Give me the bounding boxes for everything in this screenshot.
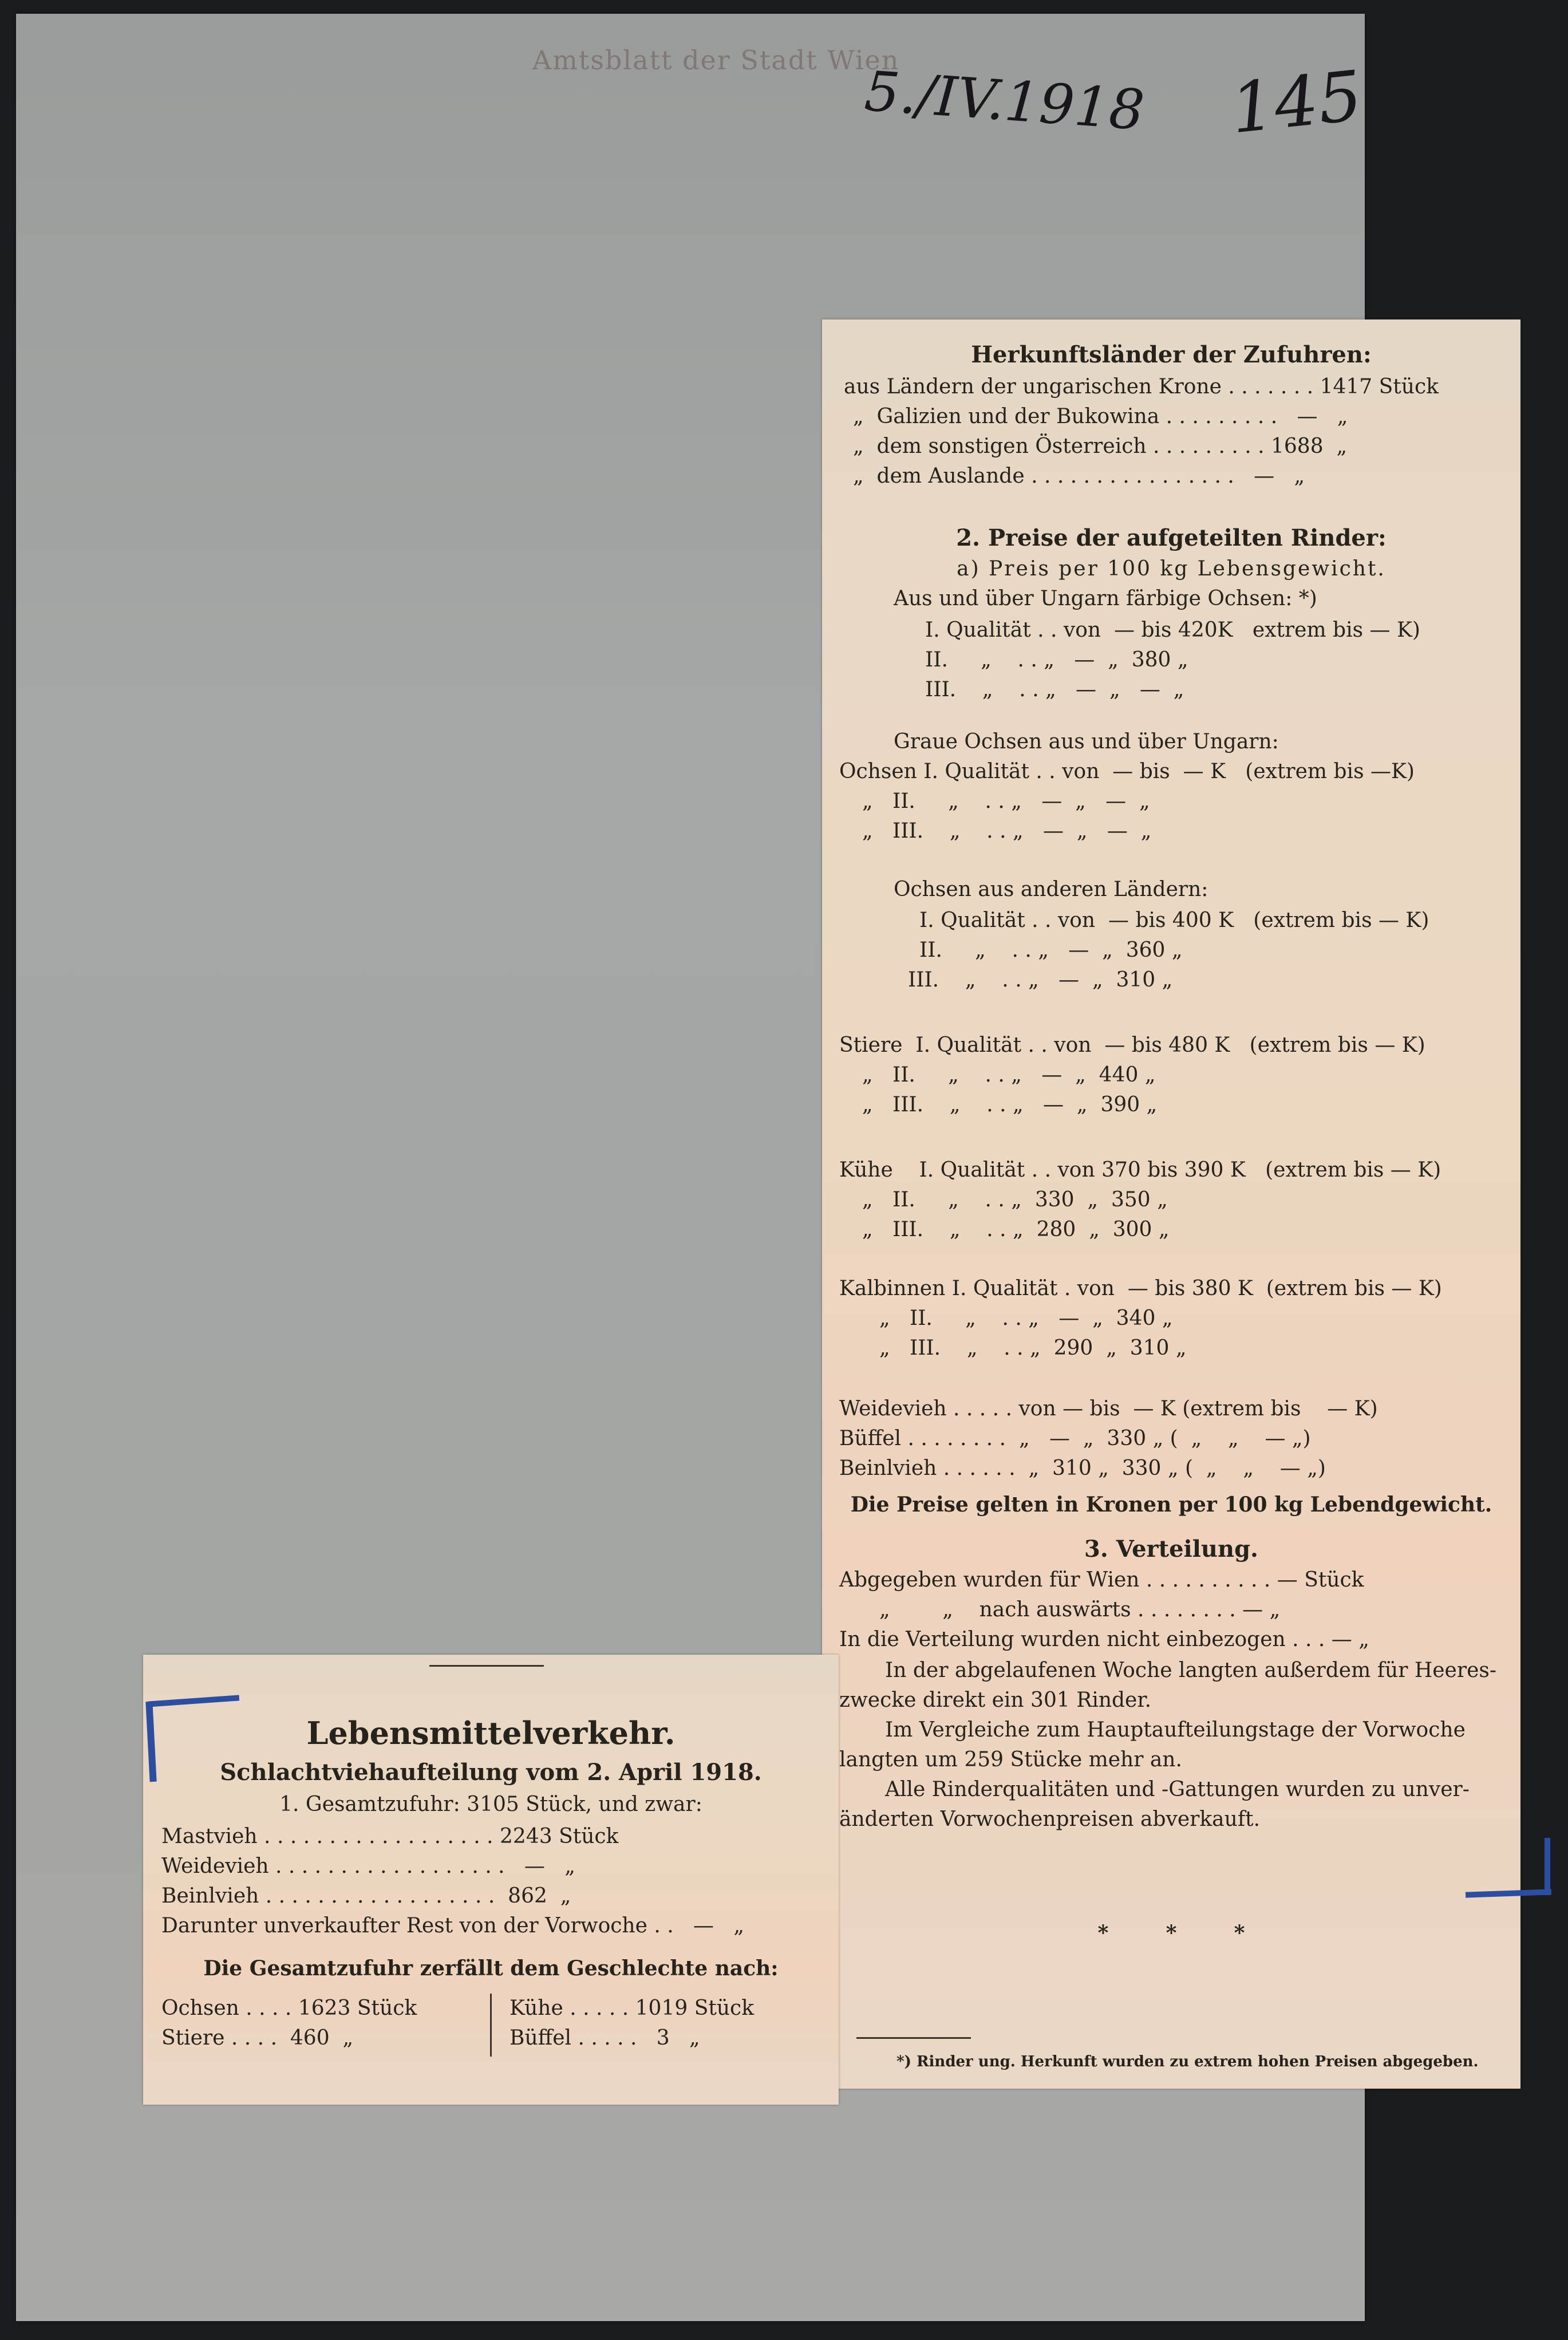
paragraph-line: In der abgelaufenen Woche langten außerdem für Heeres- xyxy=(885,1659,1497,1682)
price-row: „ II. „ . . „ 330 „ 350 „ xyxy=(862,1188,1168,1212)
verteilung-row: „ „ nach auswärts . . . . . . . . — „ xyxy=(879,1598,1281,1621)
paragraph-line: Im Vergleiche zum Hauptaufteilungstage der Vorwoche xyxy=(885,1718,1466,1742)
archive-stamp: Amtsblatt der Stadt Wien xyxy=(532,45,900,76)
herkunft-title: Herkunftsländer der Zufuhren: xyxy=(971,341,1372,368)
price-row: Weidevieh . . . . . von — bis — K (extrem bis — K) xyxy=(839,1397,1378,1420)
geschlecht-row: Ochsen . . . . 1623 Stück xyxy=(161,1996,417,2020)
price-row: „ III. „ . . „ — „ — „ xyxy=(862,819,1152,843)
paragraph-line: Alle Rinderqualitäten und -Gattungen wurden zu unver- xyxy=(885,1778,1470,1801)
price-row: „ III. „ . . „ 290 „ 310 „ xyxy=(879,1336,1187,1360)
herkunft-row: „ dem Auslande . . . . . . . . . . . . . . . . — „ xyxy=(853,464,1305,488)
graue-head: Graue Ochsen aus und über Ungarn: xyxy=(894,730,1279,753)
handwritten-number: 145 xyxy=(1227,56,1366,149)
herkunft-row: „ Galizien und der Bukowina . . . . . . . . . — „ xyxy=(853,405,1348,428)
herkunft-row: aus Ländern der ungarischen Krone . . . . . . . 1417 Stück xyxy=(844,375,1439,398)
andere-head: Ochsen aus anderen Ländern: xyxy=(894,878,1208,901)
price-row: Ochsen I. Qualität . . von — bis — K (extrem bis —K) xyxy=(839,760,1415,783)
price-row: II. „ . . „ — „ 360 „ xyxy=(919,938,1183,962)
footnote: *) Rinder ung. Herkunft wurden zu extrem hohen Preisen abgegeben. xyxy=(896,2053,1479,2070)
herkunft-row: „ dem sonstigen Österreich . . . . . . . . . 1688 „ xyxy=(853,435,1348,458)
price-row: „ III. „ . . „ 280 „ 300 „ xyxy=(862,1218,1170,1241)
price-row: II. „ . . „ — „ 380 „ xyxy=(925,648,1188,672)
price-row: Kalbinnen I. Qualität . von — bis 380 K (extrem bis — K) xyxy=(839,1277,1442,1300)
preise-title: 2. Preise der aufgeteilten Rinder: xyxy=(956,524,1387,551)
price-row: I. Qualität . . von — bis 400 K (extrem bis — K) xyxy=(919,909,1429,932)
price-row: I. Qualität . . von — bis 420K extrem bis — K) xyxy=(925,618,1420,642)
vieh-row: Mastvieh . . . . . . . . . . . . . . . . . . 2243 Stück xyxy=(161,1825,619,1848)
vieh-row: Darunter unverkaufter Rest von der Vorwoche . . — „ xyxy=(161,1914,745,1937)
price-row: Kühe I. Qualität . . von 370 bis 390 K (extrem bis — K) xyxy=(839,1158,1441,1182)
verteilung-row: In die Verteilung wurden nicht einbezogen . . . — „ xyxy=(839,1628,1369,1651)
price-row: „ III. „ . . „ — „ 390 „ xyxy=(862,1093,1158,1116)
price-row: Stiere I. Qualität . . von — bis 480 K (extrem bis — K) xyxy=(839,1033,1425,1057)
left-clipping xyxy=(143,1655,839,2105)
geschlecht-row: Büffel . . . . . 3 „ xyxy=(509,2026,700,2050)
gesamtzufuhr-line: 1. Gesamtzufuhr: 3105 Stück, und zwar: xyxy=(279,1793,702,1816)
verteilung-title: 3. Verteilung. xyxy=(1084,1536,1258,1562)
clipping-subtitle: Schlachtviehaufteilung vom 2. April 1918. xyxy=(220,1759,762,1786)
section-stars: * * * xyxy=(1097,1921,1245,1945)
footnote-rule xyxy=(856,2037,971,2039)
top-rule xyxy=(429,1665,544,1667)
preise-note: Die Preise gelten in Kronen per 100 kg Lebendgewicht. xyxy=(850,1493,1492,1517)
paragraph-line: zwecke direkt ein 301 Rinder. xyxy=(839,1688,1152,1712)
clipping-title: Lebensmittelverkehr. xyxy=(306,1715,676,1751)
price-row: Beinlvieh . . . . . . „ 310 „ 330 „ ( „ „ — „) xyxy=(839,1457,1326,1480)
geschlecht-heading: Die Gesamtzufuhr zerfällt dem Geschlechte nach: xyxy=(203,1956,779,1980)
paragraph-line: änderten Vorwochenpreisen abverkauft. xyxy=(839,1808,1261,1831)
price-row: III. „ . . „ — „ 310 „ xyxy=(908,968,1173,992)
verteilung-row: Abgegeben wurden für Wien . . . . . . . . . . — Stück xyxy=(839,1568,1364,1592)
paragraph-line: langten um 259 Stücke mehr an. xyxy=(839,1748,1182,1771)
ungarn-head: Aus und über Ungarn färbige Ochsen: *) xyxy=(894,587,1317,610)
price-row: „ II. „ . . „ — „ 440 „ xyxy=(862,1063,1156,1087)
price-row: „ II. „ . . „ — „ 340 „ xyxy=(879,1307,1173,1330)
price-row: Büffel . . . . . . . . „ — „ 330 „ ( „ „ — „) xyxy=(839,1427,1311,1450)
geschlecht-row: Kühe . . . . . 1019 Stück xyxy=(509,1996,755,2020)
geschlecht-row: Stiere . . . . 460 „ xyxy=(161,2026,354,2050)
column-divider xyxy=(490,1994,492,2057)
handwritten-date: 5./IV.1918 xyxy=(862,59,1147,143)
price-row: „ II. „ . . „ — „ — „ xyxy=(862,790,1150,813)
preise-subtitle: a) Preis per 100 kg Lebensgewicht. xyxy=(957,557,1386,581)
right-clipping xyxy=(822,319,1520,2089)
vieh-row: Beinlvieh . . . . . . . . . . . . . . . . . . 862 „ xyxy=(161,1884,571,1908)
blue-pencil-mark xyxy=(1545,1838,1550,1895)
price-row: III. „ . . „ — „ — „ xyxy=(925,678,1184,701)
vieh-row: Weidevieh . . . . . . . . . . . . . . . . . . — „ xyxy=(161,1854,575,1878)
